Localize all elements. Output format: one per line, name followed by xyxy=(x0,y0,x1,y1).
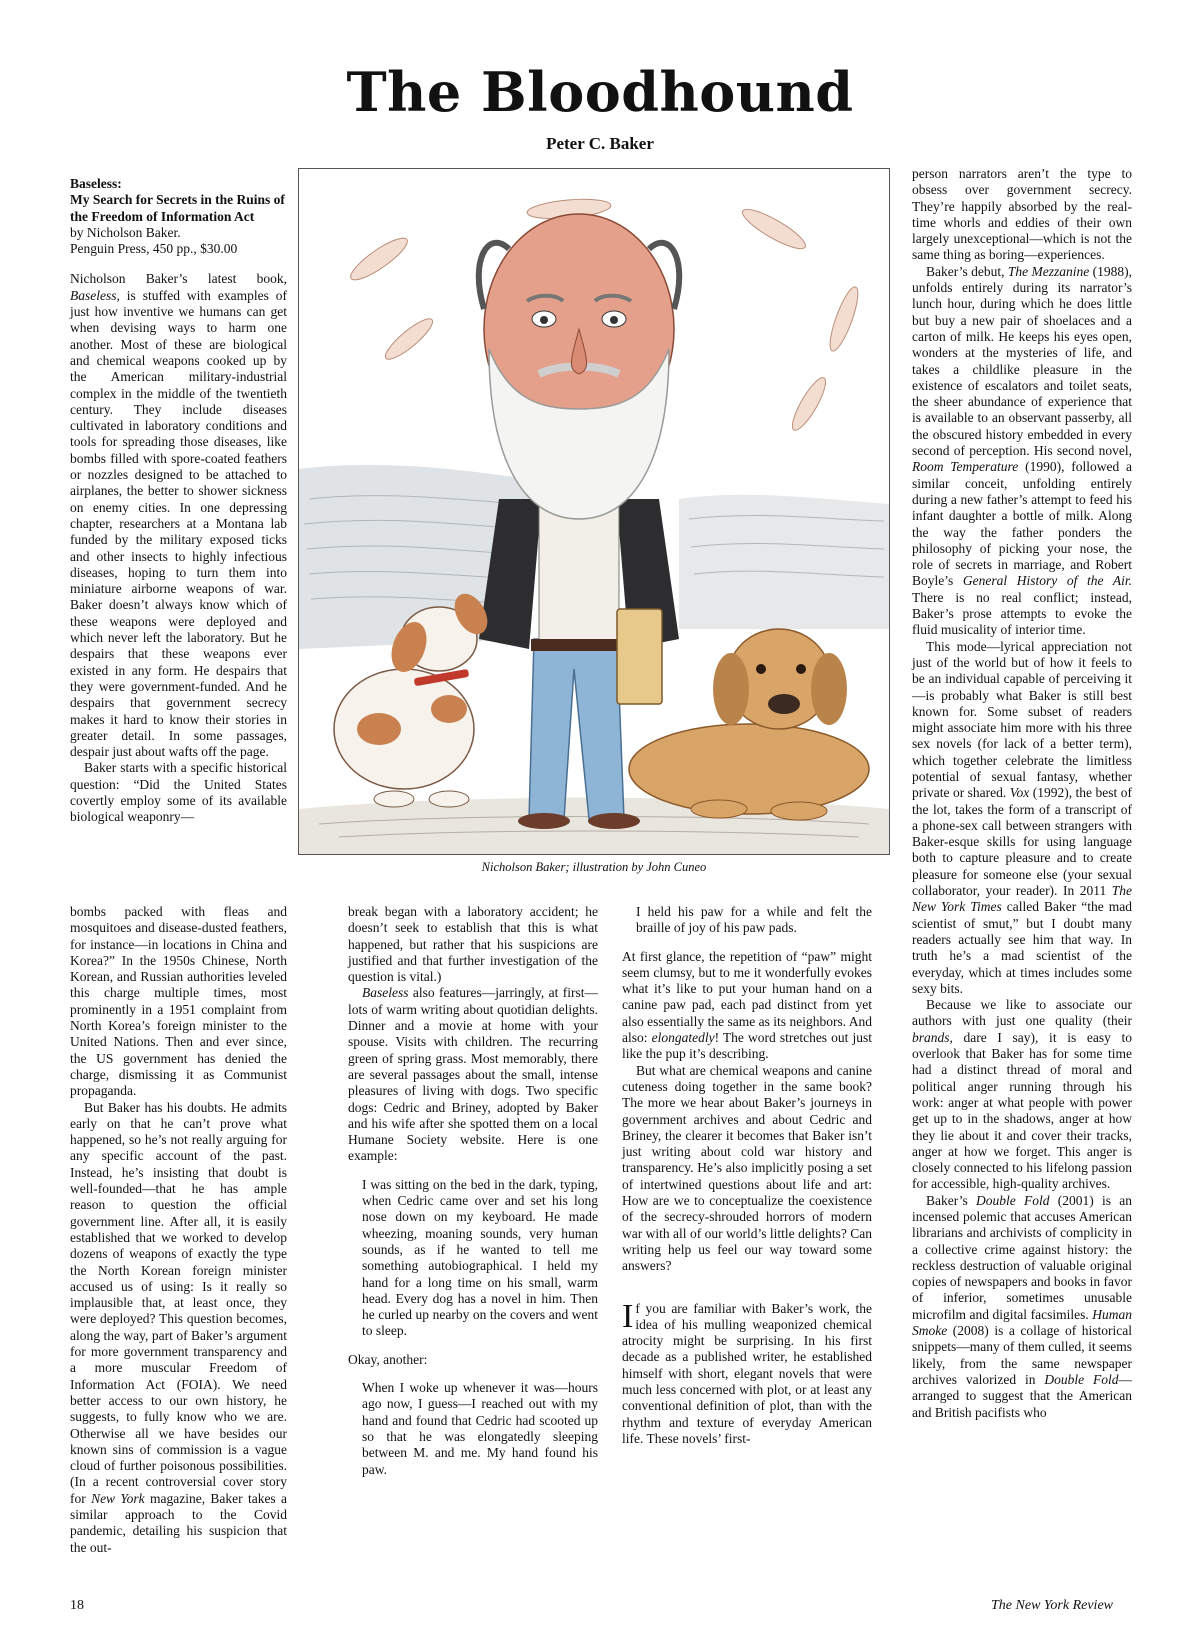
text: Baker’s xyxy=(926,1192,976,1208)
book-title-line1: Baseless: xyxy=(70,176,122,191)
paragraph: bombs packed with fleas and mosquitoes and disease-dusted feathers, for instance—in locations in China and Korea?” In the 1950s Chinese, North Korean, and Russian authorities leveled this charge multiple times, most prominently in a 1951 complaint from North Korea’s foreign minister to the United Nations. Then and ever since, the US government has denied the charge, dismissing it as Communist propaganda. xyxy=(70,904,287,1099)
publication-name: The New York Review xyxy=(991,1598,1113,1613)
article-title: The Bloodhound xyxy=(346,60,854,124)
word-italic: brands xyxy=(912,1029,950,1045)
column-1-bottom xyxy=(70,904,287,1555)
book-title-italic: Human Smoke xyxy=(912,1306,1132,1339)
paragraph xyxy=(622,949,872,1063)
book-title-italic: Room Temperature xyxy=(912,459,1019,475)
word-italic: elongatedly xyxy=(651,1030,715,1046)
caricature-illustration xyxy=(299,169,889,854)
book-publisher: Penguin Press, 450 pp., $30.00 xyxy=(70,241,238,257)
column-1-top xyxy=(70,176,287,902)
column-3 xyxy=(622,904,872,1536)
text: This mode—lyrical appreciation not just of the world but of how it feels to be an individual capable of perceiving it—is probably what Baker is still best known for. Some subset of readers might associate him more with his three sex novels (for lack of a better term), which together celebrate the limitless potential of sexual fantasy, whether private or shared. xyxy=(912,638,1132,801)
text: (1990), followed a similar conceit, unfolding entirely during a new father’s attempt to feed his infant daughter a bottle of milk. Along the way the father ponders the philosophy of picking your nose, the role of secrets in marriage, and Robert Boyle’s xyxy=(912,459,1132,589)
paragraph xyxy=(912,1193,1132,1421)
paragraph: Baker starts with a specific historical question: “Did the United States covertly employ some of its available biological weaponry— xyxy=(70,760,287,825)
illustration-frame xyxy=(298,168,890,855)
text: called Baker “the mad scientist of smut,” but I doubt many readers actually see him that way. In truth he’s a mad scientist of the everyday, which at times includes some sexy bits. xyxy=(912,899,1132,996)
text: , dare I say), it is easy to overlook that Baker has for some time had a distinct thread of moral and political anger running through his work: anger at what people with power get up to in the shadows, anger at how they lie about it and cover their tracks, anger at how we forget. This anger is closely connected to his lifelong passion for accessible, high-quality archives. xyxy=(912,1029,1132,1192)
book-title-line2: My Search for Secrets in the Ruins of the Freedom of Information Act xyxy=(70,192,285,224)
text: Nicholson Baker’s latest book, xyxy=(70,271,287,287)
text: , is stuffed with examples of just how inventive we humans can get when devising ways to harm one another. Most of these are biological and chemical weapons cooked up by the American military-industrial complex in the middle of the twentieth century. They include diseases cultivated in laboratory conditions and tools for spreading those diseases, like bombs filled with spore-coated feathers or nozzles designed to be attached to airplanes, the better to shower sickness on enemy cities. In one depressing chapter, researchers at a Montana lab funded by the military exposed ticks and other insects to highly infectious diseases, hoping to turn them into miniature airborne weapons of war. Baker doesn’t always know which of these weapons were deployed and which never left the laboratory. But he despairs that these weapons ever existed in any form. He despairs that they were government-funded. And he despairs that government secrecy makes it hard to know their stories in greater detail. In some passages, despair just about wafts off the page. xyxy=(70,287,287,760)
column-4 xyxy=(912,166,1132,1536)
paragraph xyxy=(70,271,287,760)
block-quote-continued: I held his paw for a while and felt the braille of joy of his paw pads. xyxy=(636,904,872,936)
column-2 xyxy=(348,904,598,1536)
text: (1988), unfolds entirely during its narrator’s lunch hour, during which he does little but buy a new pair of shoelaces and a carton of milk. He keeps his eyes open, wonders at the mysteries of life, and takes a childlike pleasure in the existence of escalators and toilet seats, the sheer abundance of experience that is available to an observant passerby, all the obscured history embedded in every second of perception. His second novel, xyxy=(912,263,1132,459)
newspaper-italic: The New York Times xyxy=(912,883,1132,915)
paragraph: person narrators aren’t the type to obsess over government secrecy. They’re happily absorbed by the real-time whorls and eddies of their own largely unexceptional—which is not the same thing as boring—experiences. xyxy=(912,166,1132,263)
paragraph: break began with a laboratory accident; he doesn’t seek to establish that this is what happened, but rather that his suspicions are justified and that further investigation of the question is vital.) xyxy=(348,904,598,985)
text: Because we like to associate our authors with just one quality (their xyxy=(912,997,1132,1029)
article-author: Peter C. Baker xyxy=(546,134,654,153)
page-number: 18 xyxy=(70,1598,84,1613)
book-info xyxy=(70,176,287,257)
block-quote: I was sitting on the bed in the dark, typing, when Cedric came over and set his long nose down on my keyboard. He made wheezing, moaning sounds, very human sounds, as if he wanted to tell me something autobiographical. I held my hand for a long time on his small, warm head. Every dog has a novel in him. Then he curled up nearby on the covers and went to sleep. xyxy=(362,1176,598,1339)
text: But Baker has his doubts. He admits early on that he can’t prove what happened, so he’s not really arguing for any specific account of the past. Instead, he’s insisting that doubt is well-founded—that he has ample reason to question the official government line. After all, it is easily established that we worked to develop dozens of weapons of exactly the type the North Korean foreign minister accused us of using: Is it really so implausible that, at least once, they were deployed? This question becomes, along the way, part of Baker’s argument for more government transparency and a more muscular Freedom of Information Act (FOIA). We need better access to our own history, he suggests, to fully know who we are. Otherwise all we have besides our known sins of commission is a vague cloud of further poisonous possibilities. (In a recent controversial cover story for xyxy=(70,1099,287,1506)
paragraph xyxy=(912,997,1132,1193)
book-title-italic: Vox xyxy=(1009,785,1030,801)
paragraph-dropcap xyxy=(622,1297,872,1448)
book-title-italic: Double Fold xyxy=(976,1192,1050,1208)
paragraph xyxy=(70,1100,287,1556)
book-title-italic: Baseless xyxy=(362,985,409,1001)
text: (2001) is an incensed polemic that accuses American librarians and archivists of complicity in a collective crime against history: the reckless destruction of valuable original copies of newspapers and books in favor of inferior, sometimes unusable microfilm and digital facsimiles. xyxy=(912,1192,1132,1322)
drop-cap: I xyxy=(622,1297,634,1335)
text: (1992), the best of the lot, takes the form of a transcript of a phone-sex call between strangers with Baker-esque skills for using language both to capture pleasure and to create pleasure for someone else (your sexual collaborator, your reader). In 2011 xyxy=(912,785,1132,899)
book-title-italic: Double Fold xyxy=(1044,1371,1119,1387)
text: At first glance, the repetition of “paw” might seem clumsy, but to me it wonderfully evokes what it’s like to put your human hand on a canine paw pad, each pad distinct from yet also essentially the same as its neighbors. And also: xyxy=(622,948,872,1046)
magazine-italic: New York xyxy=(91,1490,145,1506)
text: There is no real conflict; instead, Baker’s prose attempts to evoke the fluid musicality of interior time. xyxy=(912,589,1132,638)
book-title-italic: Baseless xyxy=(70,287,117,303)
paragraph: But what are chemical weapons and canine cuteness doing together in the same book? The more we hear about Baker’s journeys in government archives and about Cedric and Briney, the clearer it becomes that Baker isn’t just writing about cold war history and transparency. He’s also implicitly posing a set of intertwined questions about life and art: How are we to conceptualize the coexistence of the secrecy-shrouded horrors of modern war with all of our world’s little delights? Can writing help us feel our way toward some answers? xyxy=(622,1062,872,1274)
paragraph xyxy=(912,639,1132,998)
paragraph xyxy=(912,264,1132,639)
block-quote: When I woke up whenever it was—hours ago now, I guess—I reached out with my hand and found that Cedric had scooted up so that he was elongatedly sleeping between M. and me. My hand found his paw. xyxy=(362,1380,598,1477)
text: —arranged to suggest that the American and British pacifists who xyxy=(912,1371,1133,1420)
book-title-italic: General History of the Air. xyxy=(962,573,1132,589)
text: f you are familiar with Baker’s work, the idea of his mulling weaponized chemical atrocity might be surprising. In his first decade as a published writer, he established himself with short, elegant novels that were much less concerned with plot, or at least any conventional definition of plot, than with the rhythm and texture of everyday American life. These novels’ first- xyxy=(622,1300,872,1446)
figure-caption: Nicholson Baker; illustration by John Cuneo xyxy=(481,860,707,874)
paragraph: Okay, another: xyxy=(348,1351,428,1367)
text: magazine, Baker takes a similar approach to the Covid pandemic, detailing his suspicion that the out- xyxy=(70,1490,287,1555)
paragraph xyxy=(348,985,598,1164)
text: Baker’s debut, xyxy=(926,263,1008,279)
book-author: by Nicholson Baker. xyxy=(70,224,181,240)
text: also features—jarringly, at first—lots of warm writing about quotidian delights. Dinner and a movie at home with your spouse. Visits with children. The recurring green of spring grass. Most memorably, there are several passages about the small, intense pleasures of living with dogs. Two specific dogs: Cedric and Briney, adopted by Baker and his wife after she spotted them on a local Humane Society website. Here is one example: xyxy=(348,985,598,1164)
text: ! The word stretches out just like the pup it’s describing. xyxy=(622,1030,872,1062)
text: (2008) is a collage of historical snippets—many of them culled, it seems likely, from the same newspaper archives valorized in xyxy=(912,1323,1132,1387)
book-title-italic: The Mezzanine xyxy=(1007,263,1090,279)
